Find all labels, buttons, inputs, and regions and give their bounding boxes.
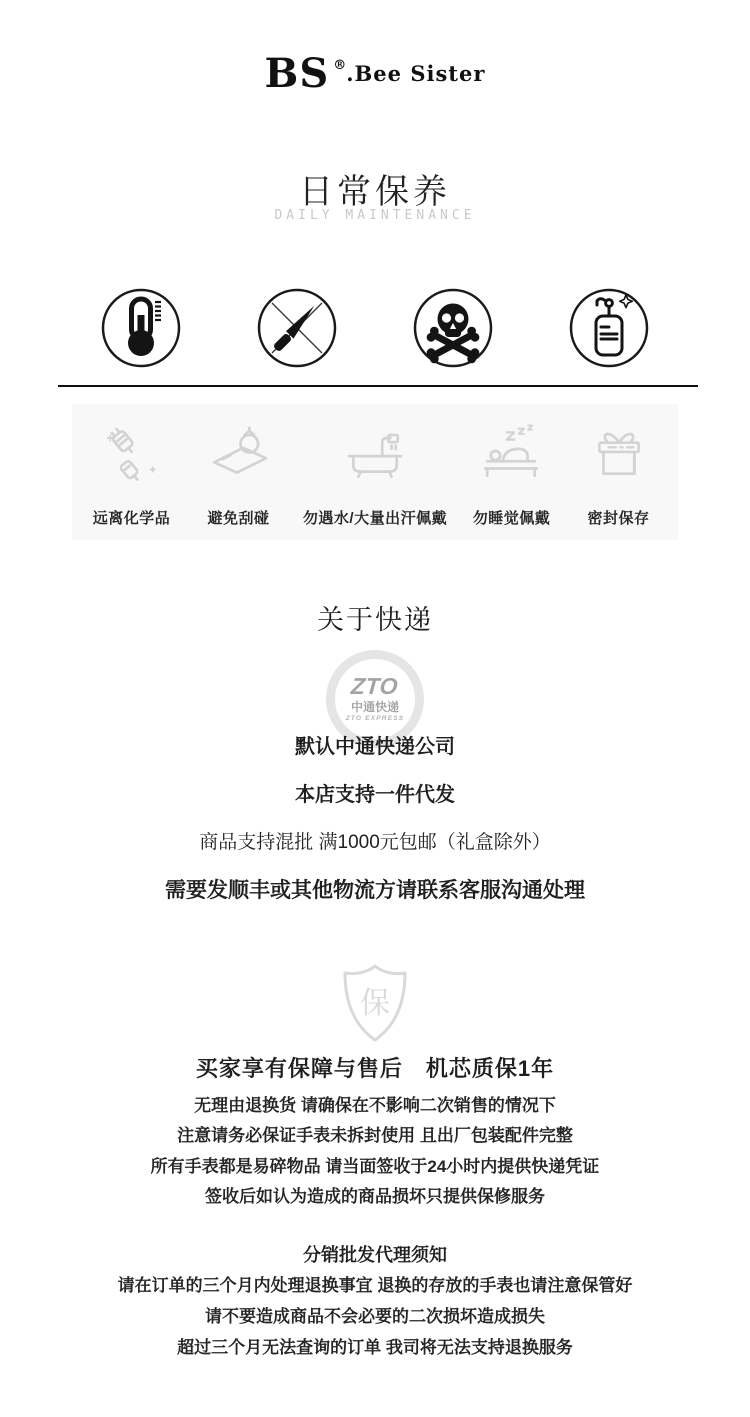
care-item-label: 避免刮碰: [207, 510, 270, 527]
distribution-line: 超过三个月无法查询的订单 我司将无法支持退换服务: [177, 1338, 573, 1357]
shipping-line: 需要发顺丰或其他物流方请联系客服沟通处理: [165, 879, 585, 902]
divider: [58, 385, 698, 387]
shipping-line: 本店支持一件代发: [295, 784, 455, 806]
care-item-label: 密封保存: [587, 510, 650, 527]
ring-scratch-icon: [208, 422, 270, 484]
brand-abbr: BS: [264, 50, 330, 97]
shipping-line: 商品支持混批 满1000元包邮（礼盒除外）: [199, 832, 551, 853]
maintenance-icons-row: [0, 288, 750, 368]
zto-chinese-name: 中通快递: [350, 700, 399, 715]
warranty-shield-icon: [331, 960, 419, 1050]
warranty-headline: 买家享有保障与售后 机芯质保1年: [195, 1056, 555, 1081]
care-item-chemicals: [78, 418, 185, 528]
care-item-label: 勿遇水/大量出汗佩戴: [302, 510, 448, 527]
registered-mark-icon: ®: [333, 58, 347, 73]
care-item-sleep: [458, 418, 565, 528]
zto-logo-inner: [335, 659, 415, 739]
thermometer-icon: [101, 288, 181, 368]
section-subtitle: DAILY MAINTENANCE: [274, 208, 476, 223]
brand-logo: [0, 50, 750, 97]
warranty-line: 所有手表都是易碎物品 请当面签收于24小时内提供快递凭证: [150, 1157, 600, 1176]
no-knife-icon: [257, 288, 337, 368]
gift-box-icon: [588, 422, 650, 484]
zto-english-name: ZTO EXPRESS: [345, 715, 405, 723]
distribution-line: 请不要造成商品不会必要的二次损坏造成损失: [205, 1307, 545, 1326]
warranty-line: 注意请务必保证手表未拆封使用 且出厂包装配件完整: [177, 1126, 573, 1145]
distribution-title: 分销批发代理须知: [303, 1245, 447, 1265]
bath-water-icon: [344, 422, 406, 484]
shipping-line: 默认中通快递公司: [295, 736, 455, 758]
care-item-label: 勿睡觉佩戴: [472, 510, 551, 527]
chemicals-icon: [101, 422, 163, 484]
care-item-sealed: [565, 418, 672, 528]
care-item-label: 远离化学品: [92, 510, 171, 527]
warranty-line: 签收后如认为造成的商品损坏只提供保修服务: [205, 1187, 545, 1206]
shield-character: 保: [360, 987, 390, 1020]
section-title-daily-maintenance: 日常保养: [299, 173, 451, 211]
care-item-water: [292, 418, 458, 528]
section-title-shipping: 关于快递: [317, 605, 433, 635]
cleanser-bottle-icon: [569, 288, 649, 368]
brand-name: .Bee Sister: [346, 61, 486, 86]
sleeping-bed-icon: [480, 422, 542, 484]
zto-abbr: ZTO: [350, 673, 400, 700]
care-tips-band: [72, 404, 678, 540]
distribution-line: 请在订单的三个月内处理退换事宜 退换的存放的手表也请注意保管好: [117, 1276, 633, 1295]
warranty-line: 无理由退换货 请确保在不影响二次销售的情况下: [194, 1096, 556, 1115]
poison-skull-icon: [413, 288, 493, 368]
care-item-scratch: [185, 418, 292, 528]
